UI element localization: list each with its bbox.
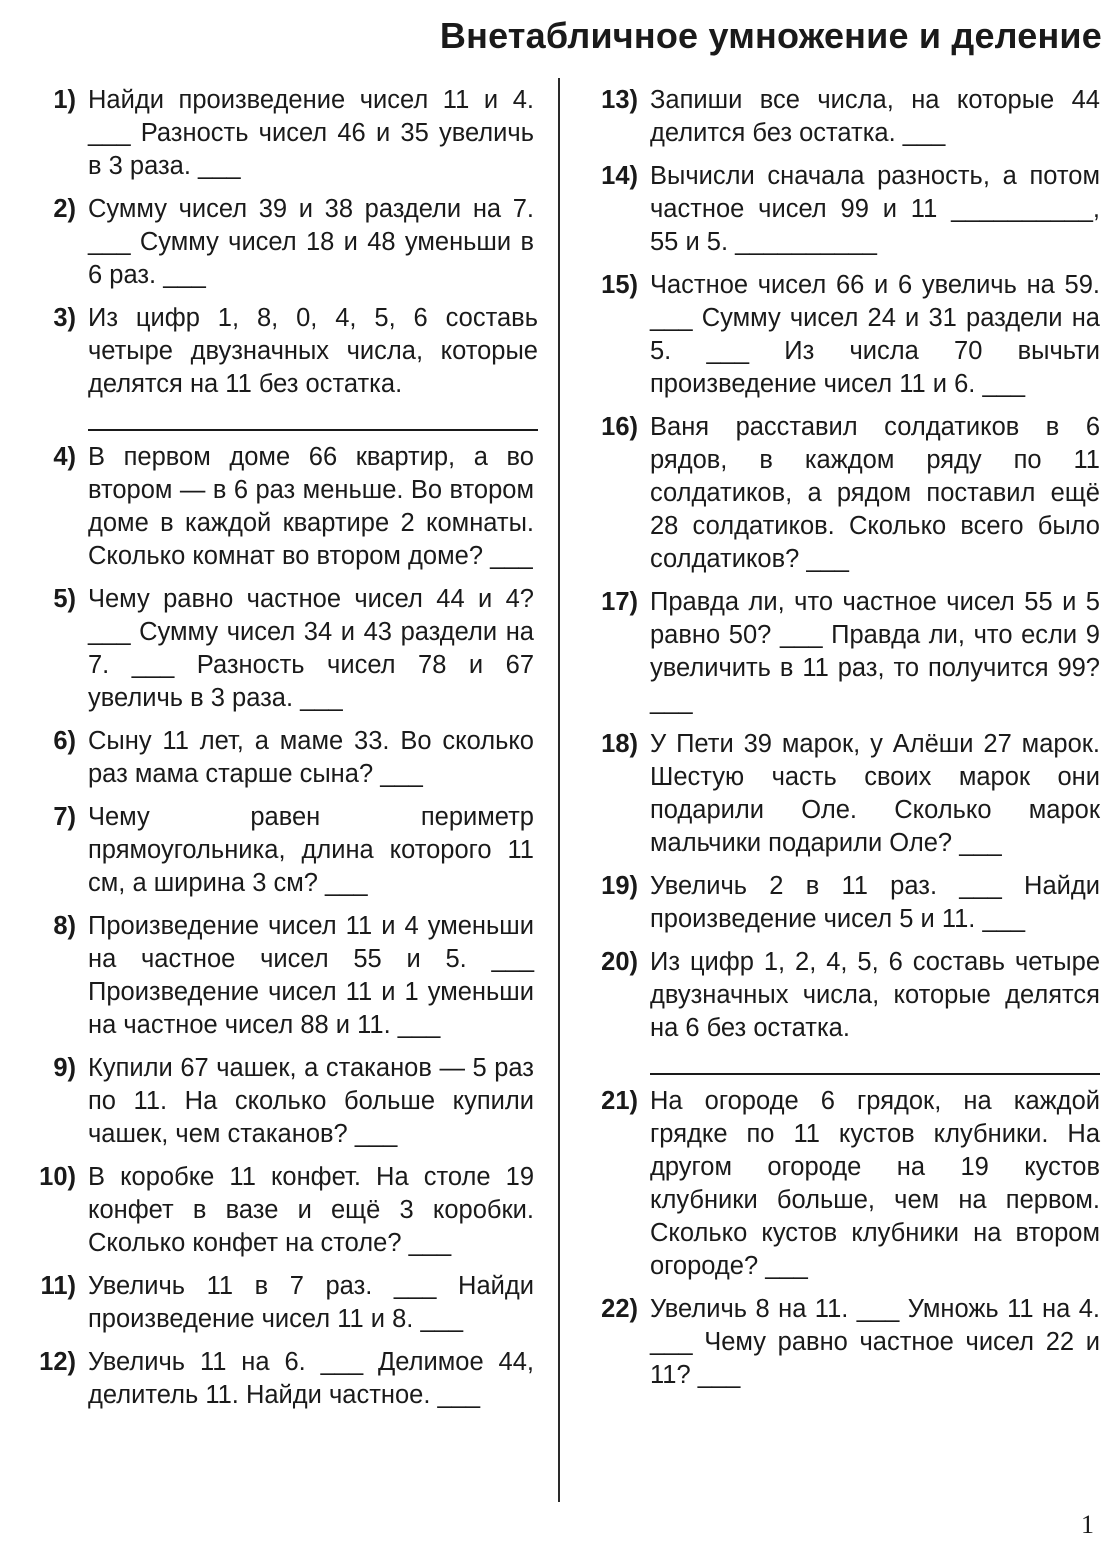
problem-text: Из цифр 1, 8, 0, 4, 5, 6 составь четыре двузначных числа, которые делятся на 11 без остатка. [88,304,538,398]
problem-text: Сумму чисел 39 и 38 раздели на 7. ___ Сумму чисел 18 и 48 уменьши в 6 раз. ___ [88,195,534,289]
problem-3 [14,302,538,431]
problem-text: Правда ли, что частное чисел 55 и 5 равно 50? ___ Правда ли, что если 9 увеличить в 11 раз, то получится 99? ___ [650,588,1100,715]
left-column [14,84,538,1422]
problem-number: 8) [53,912,76,940]
problem-20 [584,946,1100,1075]
problem-text: Найди произведение чисел 11 и 4. ___ Разность чисел 46 и 35 увеличь в 3 раза. ___ [88,86,534,180]
problem-number: 14) [601,162,638,190]
problem-number: 20) [601,948,638,976]
problem-9 [14,1052,534,1151]
problem-text: Увеличь 8 на 11. ___ Умножь 11 на 4. ___ Чему равно частное чисел 22 и 11? ___ [650,1295,1100,1389]
problem-text: Ваня расставил солдатиков в 6 рядов, в каждом ряду по 11 солдатиков, а рядом поставил ещё 28 солдатиков. Сколько всего было солдатиков? ___ [650,413,1100,573]
problem-number: 15) [601,271,638,299]
problem-number: 7) [53,803,76,831]
problem-number: 17) [601,588,638,616]
page-title: Внетабличное умножение и деление [439,15,1102,56]
problem-12 [14,1346,534,1412]
problem-14 [584,160,1100,259]
problem-number: 22) [601,1295,638,1323]
problem-text: Сыну 11 лет, а маме 33. Во сколько раз мама старше сына? ___ [88,727,534,788]
problem-text: Чему равен периметр прямоугольника, длина которого 11 см, а ширина 3 см? ___ [88,803,534,897]
answer-line[interactable] [650,1057,1100,1075]
problem-13 [584,84,1100,150]
problem-number: 6) [53,727,76,755]
problem-7 [14,801,534,900]
problem-8 [14,910,534,1042]
problem-text: Запиши все числа, на которые 44 делится без остатка. ___ [650,86,1100,147]
problem-text: У Пети 39 марок, у Алёши 27 марок. Шестую часть своих марок они подарили Оле. Сколько марок мальчики подарили Оле? ___ [650,730,1100,857]
problem-18 [584,728,1100,860]
problem-number: 12) [39,1348,76,1376]
answer-line[interactable] [88,413,538,431]
problem-text: Купили 67 чашек, а стаканов — 5 раз по 11. На сколько больше купили чашек, чем стаканов? ___ [88,1054,534,1148]
problem-15 [584,269,1100,401]
problem-2 [14,193,534,292]
problem-text: В первом доме 66 квартир, а во втором — в 6 раз меньше. Во втором доме в каждой квартире 2 комнаты. Сколько комнат во втором доме? ___ [88,443,534,570]
problem-number: 19) [601,872,638,900]
problem-number: 5) [53,585,76,613]
problem-number: 11) [40,1272,76,1300]
problem-number: 1) [53,86,76,114]
problem-number: 18) [601,730,638,758]
problem-number: 13) [601,86,638,114]
problem-number: 4) [53,443,76,471]
problem-text: Частное чисел 66 и 6 увеличь на 59. ___ Сумму чисел 24 и 31 раздели на 5. ___ Из числа 70 вычьти произведение чисел 11 и 6. ___ [650,271,1100,398]
problem-text: Увеличь 11 в 7 раз. ___ Найди произведение чисел 11 и 8. ___ [88,1272,534,1333]
problem-17 [584,586,1100,718]
problem-number: 21) [601,1087,638,1115]
problem-11 [14,1270,534,1336]
problem-number: 3) [53,304,76,332]
problem-number: 16) [601,413,638,441]
right-column [584,84,1100,1402]
page-number: 1 [1081,1510,1094,1539]
problem-text: В коробке 11 конфет. На столе 19 конфет в вазе и ещё 3 коробки. Сколько конфет на столе? ___ [88,1163,534,1257]
problem-number: 10) [39,1163,76,1191]
problem-text: Вычисли сначала разность, а потом частное чисел 99 и 11 __________, 55 и 5. __________ [650,162,1100,256]
problem-6 [14,725,534,791]
problem-22 [584,1293,1100,1392]
problem-4 [14,441,534,573]
problem-text: Произведение чисел 11 и 4 уменьши на частное чисел 55 и 5. ___ Произведение чисел 11 и 1 уменьши на частное чисел 88 и 11. ___ [88,912,534,1039]
problem-text: На огороде 6 грядок, на каждой грядке по 11 кустов клубники. На другом огороде на 19 кустов клубники больше, чем на первом. Сколько кустов клубники на втором огороде? ___ [650,1087,1100,1280]
problem-text: Из цифр 1, 2, 4, 5, 6 составь четыре двузначных числа, которые делятся на 6 без остатка. [650,948,1100,1042]
problem-text: Чему равно частное чисел 44 и 4? ___ Сумму чисел 34 и 43 раздели на 7. ___ Разность чисел 78 и 67 увеличь в 3 раза. ___ [88,585,534,712]
problem-5 [14,583,534,715]
problem-1 [14,84,534,183]
column-divider [558,78,560,1502]
problem-10 [14,1161,534,1260]
problem-text: Увеличь 11 на 6. ___ Делимое 44, делитель 11. Найди частное. ___ [88,1348,534,1409]
problem-19 [584,870,1100,936]
problem-16 [584,411,1100,576]
problem-21 [584,1085,1100,1283]
problem-text: Увеличь 2 в 11 раз. ___ Найди произведение чисел 5 и 11. ___ [650,872,1100,933]
problem-number: 2) [53,195,76,223]
problem-number: 9) [53,1054,76,1082]
